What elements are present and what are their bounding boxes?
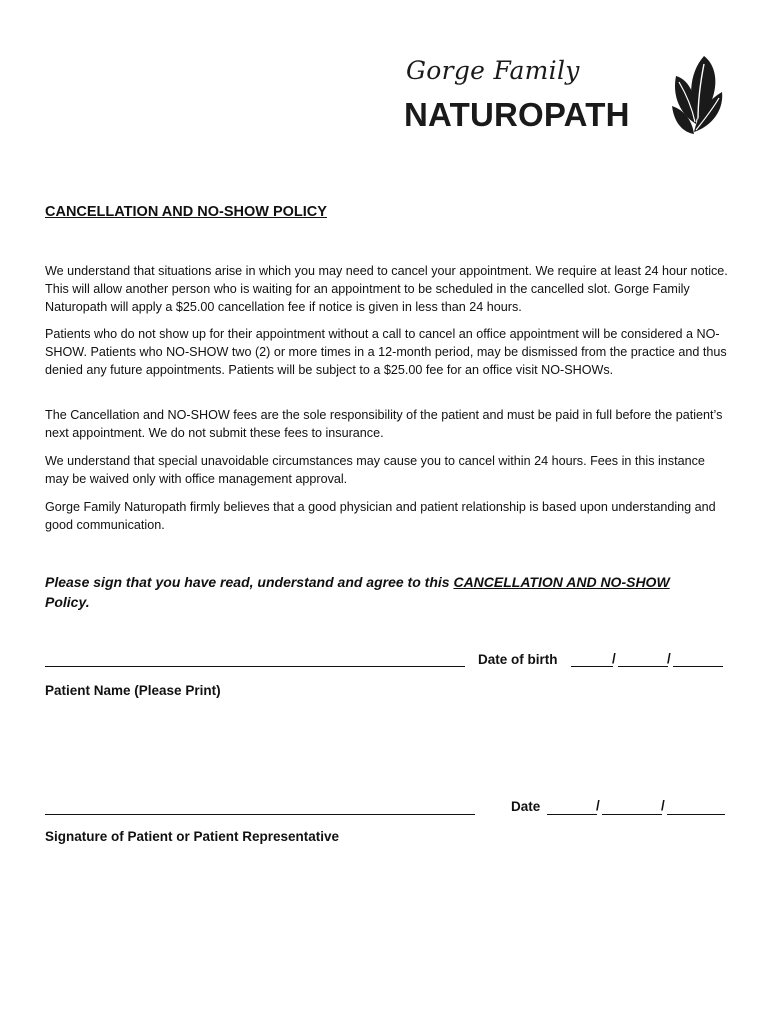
dob-month-line[interactable]	[571, 666, 613, 667]
signature-line[interactable]	[45, 814, 475, 815]
date-label: Date	[511, 799, 541, 814]
leaf-icon	[670, 54, 724, 136]
logo-script-text: Gorge Family	[406, 56, 580, 85]
logo-main-text: NATUROPATH	[404, 96, 630, 133]
date-day-line[interactable]	[602, 814, 662, 815]
dob-year-line[interactable]	[673, 666, 723, 667]
date-separator: /	[661, 798, 665, 813]
policy-paragraph: We understand that special unavoidable circumstances may cause you to cancel within 24 hours. Fees in this instance may be waived only with office management approval.	[45, 454, 705, 486]
signature-label: Signature of Patient or Patient Representative	[45, 829, 340, 844]
dob-label: Date of birth	[478, 652, 558, 667]
sign-prompt-tail: Policy.	[45, 594, 90, 610]
patient-name-line[interactable]	[45, 666, 465, 667]
sign-prompt	[45, 572, 735, 612]
policy-paragraph: Patients who do not show up for their appointment without a call to cancel an office appointment will be considered a NO-SHOW. Patients who NO-SHOW two (2) or more times in a 12-month period, may be dismissed from the practice and thus denied any future appointments. Patients will be subject to a $25.00 fee for an office visit NO-SHOWs.	[45, 327, 727, 377]
policy-paragraph: The Cancellation and NO-SHOW fees are the sole responsibility of the patient and must be paid in full before the patient’s next appointment. We do not submit these fees to insurance.	[45, 408, 723, 440]
date-year-line[interactable]	[667, 814, 725, 815]
dob-separator: /	[667, 651, 671, 666]
patient-name-label: Patient Name (Please Print)	[45, 683, 221, 698]
sign-prompt-lead: Please sign that you have read, understand and agree to this	[45, 574, 454, 590]
dob-separator: /	[612, 651, 616, 666]
dob-day-line[interactable]	[618, 666, 668, 667]
policy-paragraph: We understand that situations arise in which you may need to cancel your appointment. We require at least 24 hour notice. This will allow another person who is waiting for an appointment to be scheduled in the cancelled slot. Gorge Family Naturopath will apply a $25.00 cancellation fee if notice is given in less than 24 hours.	[45, 264, 728, 314]
date-month-line[interactable]	[547, 814, 597, 815]
practice-logo	[404, 54, 726, 138]
sign-prompt-emphasis: CANCELLATION AND NO-SHOW	[453, 574, 670, 590]
policy-title: CANCELLATION AND NO-SHOW POLICY	[45, 204, 327, 220]
policy-paragraph: Gorge Family Naturopath firmly believes that a good physician and patient relationship is based upon understanding and good communication.	[45, 500, 716, 532]
date-separator: /	[596, 798, 600, 813]
